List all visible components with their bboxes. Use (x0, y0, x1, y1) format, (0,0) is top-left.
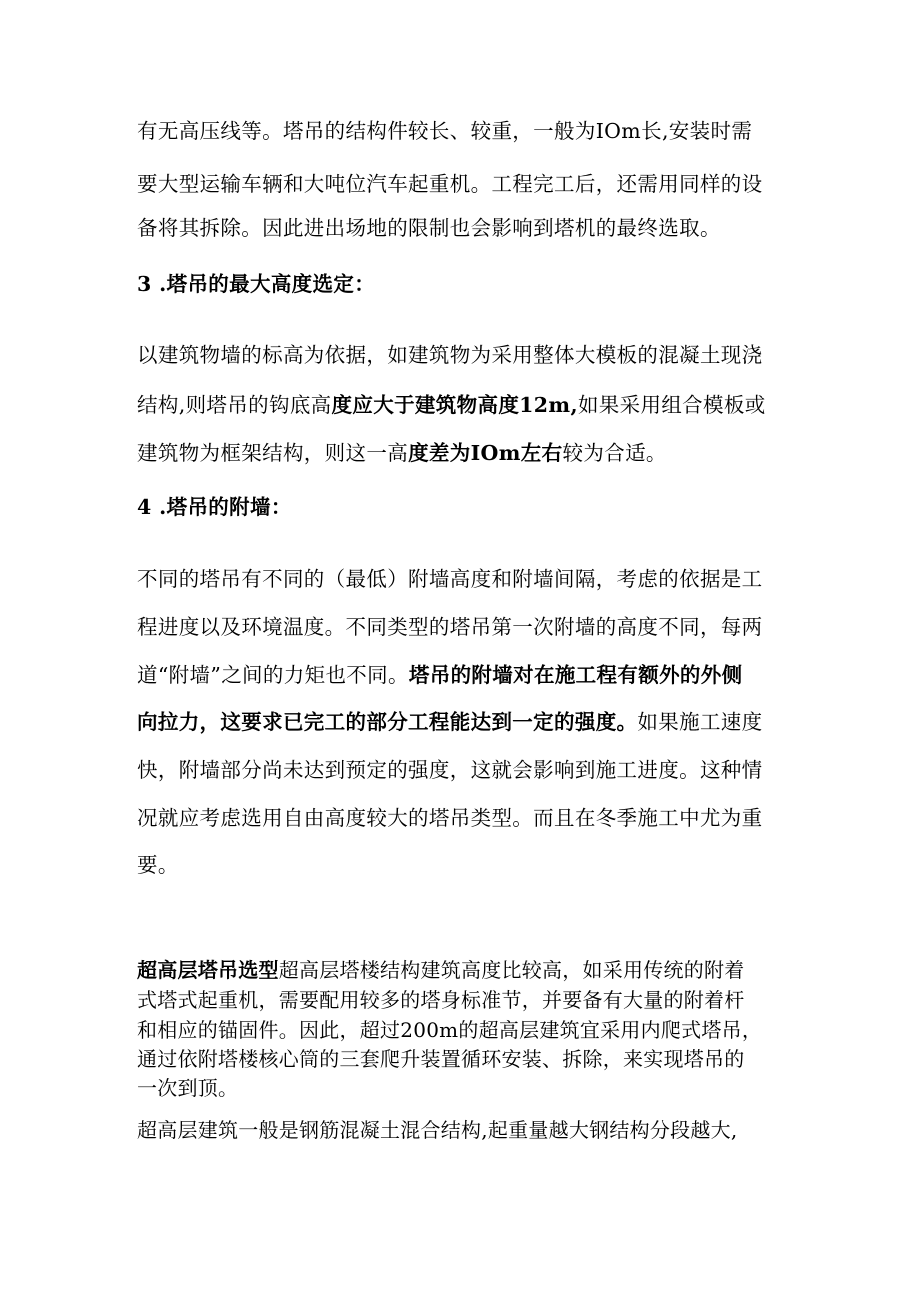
paragraph-line: 况就应考虑选用自由高度较大的塔吊类型。而且在冬季施工中尤为重 (137, 806, 763, 830)
paragraph-line: 以建筑物墙的标高为依据，如建筑物为采用整体大模板的混凝土现浇 (137, 343, 763, 367)
paragraph-line: 要。 (137, 853, 179, 877)
text-run: 建筑物为框架结构，则这一高 (137, 441, 409, 465)
bold-text-run: 向拉力，这要求已完工的部分工程能达到一定的强度。 (137, 710, 638, 734)
bold-text-run: 塔吊的附墙对在施工程有额外的外侧 (408, 663, 743, 687)
bold-text-run: 度差为IOm左右 (408, 441, 563, 465)
paragraph-line (137, 956, 745, 984)
paragraph-line: 超高层建筑一般是钢筋混凝土混合结构,起重量越大钢结构分段越大, (137, 1118, 738, 1142)
section-heading-3: 3 .塔吊的最大高度选定： (137, 272, 376, 296)
text-run: 结构,则塔吊的钩底高 (137, 393, 332, 417)
text-run: 道“附墙”之间的力矩也不同。 (137, 663, 409, 687)
paragraph-line (137, 439, 667, 467)
bold-text-run: 度应大于建筑物高度12m, (331, 393, 578, 417)
paragraph-line: 要大型运输车辆和大吨位汽车起重机。工程完工后，还需用同样的设 (137, 172, 763, 196)
section-heading-4: 4 .塔吊的附墙： (137, 495, 292, 519)
paragraph-line: 通过依附塔楼核心筒的三套爬升装置循环安装、拆除，来实现塔吊的 (137, 1047, 745, 1071)
paragraph-line: 有无高压线等。塔吊的结构件较长、较重，一般为IOm长,安装时需 (137, 119, 753, 143)
text-run: 较为合适。 (562, 441, 667, 465)
text-run: 如果施工速度 (637, 710, 763, 734)
bold-text-run: 超高层塔吊选型 (137, 958, 279, 982)
text-run: 如果采用组合模板或 (577, 393, 766, 417)
paragraph-line: 式塔式起重机，需要配用较多的塔身标准节，并要备有大量的附着杆 (137, 988, 745, 1012)
text-run: 超高层塔楼结构建筑高度比较高，如采用传统的附着 (278, 958, 745, 982)
paragraph-line (137, 661, 742, 689)
paragraph-line: 快，附墙部分尚未达到预定的强度，这就会影响到施工进度。这种情 (137, 758, 763, 782)
paragraph-line (137, 391, 766, 419)
paragraph-line: 程进度以及环境温度。不同类型的塔吊第一次附墙的高度不同，每两 (137, 615, 763, 639)
paragraph-line: 不同的塔吊有不同的（最低）附墙高度和附墙间隔，考虑的依据是工 (137, 567, 763, 591)
paragraph-line: 备将其拆除。因此进出场地的限制也会影响到塔机的最终选取。 (137, 216, 721, 240)
paragraph-line: 和相应的锚固件。因此，超过200m的超高层建筑宜采用内爬式塔吊， (137, 1018, 763, 1042)
paragraph-line (137, 708, 763, 736)
paragraph-line: 一次到顶。 (137, 1076, 239, 1100)
